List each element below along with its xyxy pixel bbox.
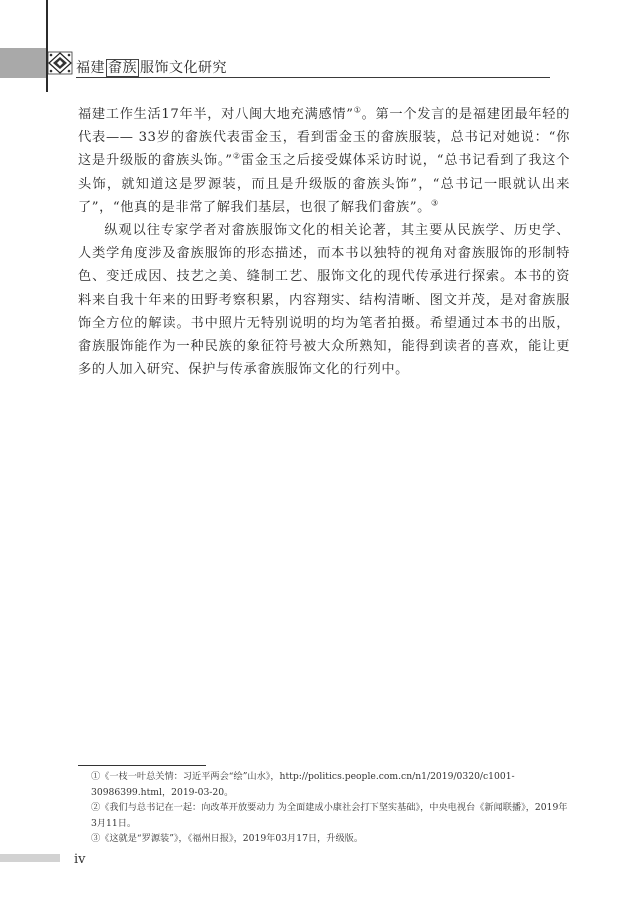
- header-rule: [76, 77, 550, 78]
- ornament-icon: [47, 51, 73, 75]
- header-title-prefix: 福建: [76, 60, 105, 76]
- header-vertical-line: [46, 0, 48, 92]
- paragraph-2: 纵观以往专家学者对畲族服饰文化的相关论著，其主要从民族学、历史学、人类学角度涉及畲族服饰的形态描述，而本书以独特的视角对畲族服饰的形制特色、变迁成因、技艺之美、缝制工艺、服饰文化的现代传承进行探索。本书的资料来自我十年来的田野考察积累，内容翔实、结构清晰、图文并茂，是对畲族服饰全方位的解读。书中照片无特别说明的均为笔者拍摄。希望通过本书的出版，畲族服饰能作为一种民族的象征符号被大众所熟知，能得到读者的喜欢，能让更多的人加入研究、保护与传承畲族服饰文化的行列中。: [78, 223, 570, 378]
- footnote-rule: [78, 765, 206, 766]
- header-title-boxed: 畲族: [108, 60, 137, 76]
- footnote-ref-1[interactable]: ①: [353, 105, 362, 115]
- main-text: [78, 103, 570, 381]
- footnotes: [78, 769, 570, 847]
- footnote-ref-2[interactable]: ②: [232, 152, 241, 162]
- paragraph-1: [78, 103, 570, 219]
- footnote-1: ①《一枝一叶总关情：习近平两会“绘”山水》，http://politics.people.com.cn/n1/2019/0320/c1001-30986399.html，2019-03-20。: [91, 771, 515, 798]
- footnote-3: ③《这就是“罗源装”》，《福州日报》，2019年03月17日，升级版。: [91, 833, 364, 844]
- paragraph-1-part-c: 雷金玉之后接受媒体采访时说，“总书记看到了我这个头饰，就知道这是罗源装，而且是升级版的畲族头饰”，“总书记一眼就认出来了”，“他真的是非常了解我们基层，也很了解我们畲族”。: [78, 153, 570, 215]
- paragraph-1-part-a: 福建工作生活17年半，对八闽大地充满感情”: [78, 107, 354, 122]
- footer-bar: [0, 854, 60, 862]
- page-number: iv: [74, 852, 86, 867]
- running-header-title: [76, 57, 227, 77]
- footnote-2: ②《我们与总书记在一起：向改革开放要动力 为全面建成小康社会打下坚实基础》，中央电视台《新闻联播》，2019年3月11日。: [91, 802, 568, 829]
- header-side-bar: [0, 48, 46, 78]
- footnote-ref-3[interactable]: ③: [430, 198, 439, 208]
- paragraph-1-part-b: 。第一个发言的是福建团最年轻的代表—— 33岁的畲族代表雷金玉，看到雷金玉的畲族服装，总书记对她说：“你这是升级版的畲族头饰。”: [78, 107, 570, 169]
- header-title-suffix: 服饰文化研究: [140, 60, 227, 76]
